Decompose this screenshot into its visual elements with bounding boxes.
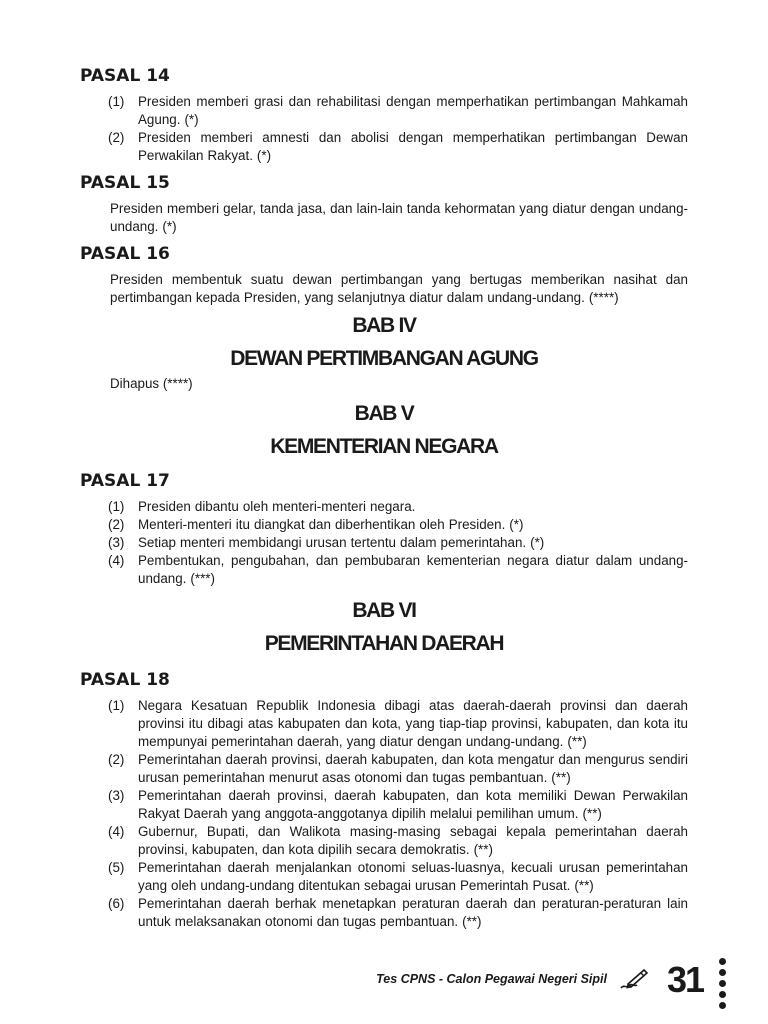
item-text: Pemerintahan daerah menjalankan otonomi seluas-luasnya, kecuali urusan pemerintahan yang oleh undang-undang ditentukan sebagai urusan Pemerintah Pusat. (**): [138, 860, 688, 893]
list-item: [80, 498, 688, 516]
list-item: [80, 552, 688, 588]
item-number: (5): [108, 860, 125, 875]
bab-4-title: DEWAN PERTIMBANGAN AGUNG: [230, 347, 538, 370]
item-number: (3): [108, 535, 125, 550]
bab-6-number: BAB VI: [352, 599, 416, 622]
pasal-16-paragraph: Presiden membentuk suatu dewan pertimbangan yang bertugas memberikan nasihat dan pertimbangan kepada Presiden, yang selanjutnya diatur dalam undang-undang. (****): [110, 272, 688, 305]
item-text: Pembentukan, pengubahan, dan pembubaran kementerian negara diatur dalam undang-undang. (***): [138, 553, 688, 586]
bab-5-title: KEMENTERIAN NEGARA: [270, 435, 498, 458]
item-number: (2): [108, 517, 125, 532]
item-text: Presiden memberi amnesti dan abolisi dengan memperhatikan pertimbangan Dewan Perwakilan Rakyat. (*): [138, 130, 688, 163]
bab-6-title: PEMERINTAHAN DAERAH: [264, 632, 504, 655]
list-item: [80, 895, 688, 931]
list-item: [80, 93, 688, 129]
item-text: Pemerintahan daerah berhak menetapkan peraturan daerah dan peraturan-peraturan lain untuk melaksanakan otonomi dan tugas pembantuan. (**): [138, 896, 688, 929]
pasal-17-heading: PASAL 17: [80, 471, 170, 491]
bab-4-note: Dihapus (****): [110, 376, 193, 391]
item-text: Pemerintahan daerah provinsi, daerah kabupaten, dan kota memiliki Dewan Perwakilan Rakyat Daerah yang anggota-anggotanya dipilih melalui pemilihan umum. (**): [138, 788, 688, 821]
item-number: (6): [108, 896, 125, 911]
pasal-14-heading: PASAL 14: [80, 66, 170, 86]
list-item: [80, 823, 688, 859]
item-number: (1): [108, 698, 125, 713]
pasal-14-list: [80, 93, 688, 165]
pasal-16-heading: PASAL 16: [80, 244, 170, 264]
item-number: (4): [108, 553, 125, 568]
list-item: [80, 859, 688, 895]
pen-writing-icon: [618, 966, 650, 992]
footer-title: Tes CPNS - Calon Pegawai Negeri Sipil: [376, 972, 607, 986]
item-number: (1): [108, 94, 125, 109]
list-item: [80, 751, 688, 787]
pasal-15-paragraph: Presiden memberi gelar, tanda jasa, dan lain-lain tanda kehormatan yang diatur dengan undang-undang. (*): [110, 201, 688, 234]
item-text: Setiap menteri membidangi urusan tertentu dalam pemerintahan. (*): [138, 535, 545, 550]
bab-4-number: BAB IV: [352, 314, 416, 337]
item-number: (2): [108, 752, 125, 767]
item-text: Pemerintahan daerah provinsi, daerah kabupaten, dan kota mengatur dan mengurus sendiri urusan pemerintahan menurut asas otonomi dan tugas pembantuan. (**): [138, 752, 688, 785]
decorative-dots: [718, 958, 728, 1013]
item-number: (4): [108, 824, 125, 839]
item-number: (3): [108, 788, 125, 803]
pasal-15-heading: PASAL 15: [80, 173, 170, 193]
item-text: Presiden dibantu oleh menteri-menteri negara.: [138, 499, 416, 514]
pasal-17-list: [80, 498, 688, 588]
list-item: [80, 129, 688, 165]
list-item: [80, 534, 688, 552]
item-text: Menteri-menteri itu diangkat dan diberhentikan oleh Presiden. (*): [138, 517, 524, 532]
bab-5-number: BAB V: [354, 402, 414, 425]
list-item: [80, 787, 688, 823]
item-text: Gubernur, Bupati, dan Walikota masing-masing sebagai kepala pemerintahan daerah provinsi, kabupaten, dan kota dipilih secara demokratis. (**): [138, 824, 688, 857]
page-number: 31: [667, 959, 704, 1000]
page-footer: [0, 959, 768, 1000]
document-body: [80, 66, 688, 931]
list-item: [80, 516, 688, 534]
list-item: [80, 697, 688, 751]
item-number: (2): [108, 130, 125, 145]
item-number: (1): [108, 499, 125, 514]
pasal-18-list: [80, 697, 688, 931]
item-text: Presiden memberi grasi dan rehabilitasi dengan memperhatikan pertimbangan Mahkamah Agung. (*): [138, 94, 688, 127]
item-text: Negara Kesatuan Republik Indonesia dibagi atas daerah-daerah provinsi dan daerah provinsi itu dibagi atas kabupaten dan kota, yang tiap-tiap provinsi, kabupaten, dan kota itu mempunyai pemerintahan daerah, yang diatur dengan undang-undang. (**): [138, 698, 688, 749]
pasal-18-heading: PASAL 18: [80, 670, 170, 690]
